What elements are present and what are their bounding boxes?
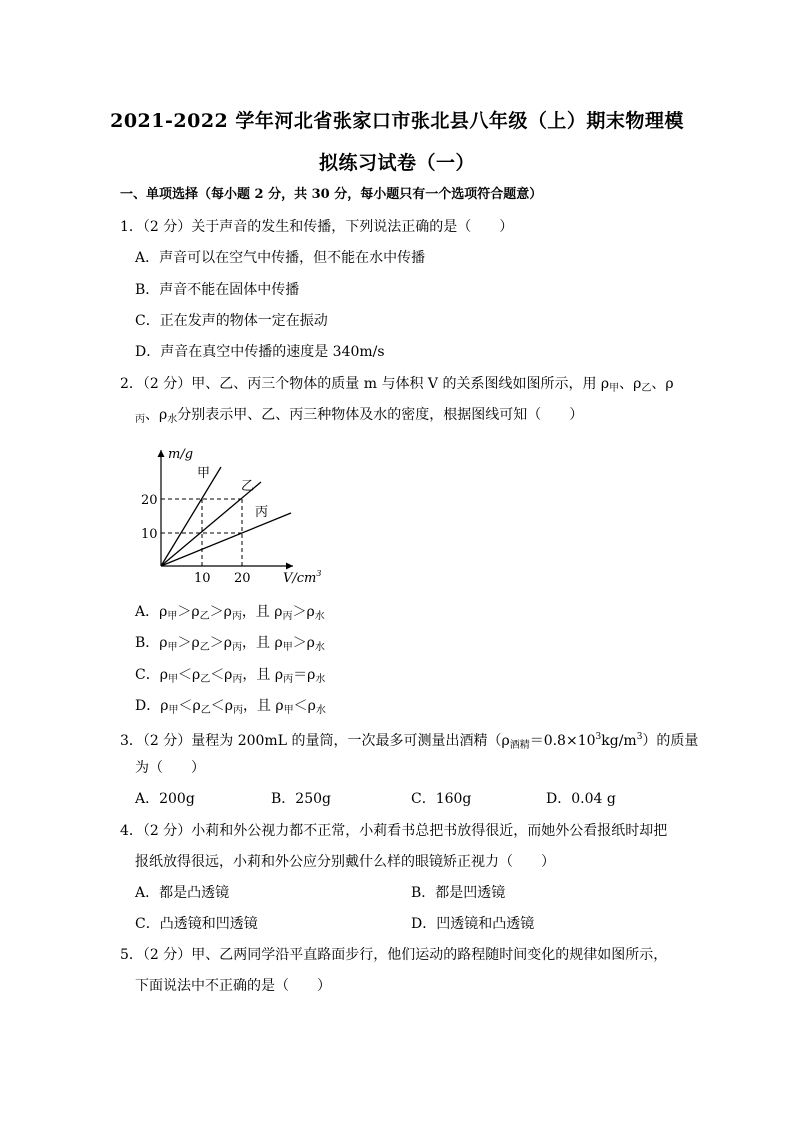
- q4-option-c: C．凸透镜和凹透镜: [135, 916, 258, 932]
- question-3-stem-line2: 为（ ）: [135, 760, 205, 776]
- q4-option-d: D．凹透镜和凸透镜: [411, 916, 535, 932]
- q1-option-d: D．声音在真空中传播的速度是 340m/s: [135, 344, 385, 360]
- section-heading: 一、单项选择（每小题 2 分，共 30 分，每小题只有一个选项符合题意）: [120, 187, 543, 202]
- y-tick-20: 20: [141, 493, 158, 508]
- line-bing: [161, 513, 291, 566]
- page-title-line1: 2021-2022 学年河北省张家口市张北县八年级（上）期末物理模: [110, 110, 684, 132]
- q3-option-c: C．160g: [411, 791, 472, 807]
- y-axis-label: m/g: [168, 447, 194, 462]
- question-5-stem-line2: 下面说法中不正确的是（ ）: [135, 978, 331, 994]
- mass-volume-graph: [135, 440, 335, 590]
- x-tick-20: 20: [234, 571, 251, 586]
- line-label-jia: 甲: [197, 466, 211, 481]
- line-yi: [161, 482, 261, 566]
- q2-option-d: D．$\rho_甲<\rho_乙<\rho_丙$，且 $\rho_甲<\rho_水$: [135, 698, 326, 716]
- line-jia: [161, 467, 221, 566]
- q2-option-c: C．$\rho_甲<\rho_乙<\rho_丙$，且 $\rho_丙=\rho_水$: [135, 667, 326, 685]
- y-tick-10: 10: [141, 527, 158, 542]
- q4-option-b: B．都是凹透镜: [411, 885, 506, 901]
- question-2-stem-line1: 2．（2 分）甲、乙、丙三个物体的质量 m 与体积 V 的关系图线如图所示，用 $\rho_甲$、$\rho_乙$、ρ: [120, 376, 674, 394]
- question-1-stem: 1．（2 分）关于声音的发生和传播，下列说法正确的是（ ）: [120, 219, 514, 235]
- q3-option-a: A．200g: [135, 791, 195, 807]
- x-tick-10: 10: [194, 571, 211, 586]
- q2-option-b: B．$\rho_甲>\rho_乙>\rho_丙$，且 $\rho_甲>\rho_水$: [135, 635, 325, 653]
- q3-option-b: B．250g: [271, 791, 331, 807]
- question-3-stem-line1: 3．（2 分）量程为 200mL 的量筒，一次最多可测量出酒精$(\rho_{酒精}=0.8\times 10^3kg/m^3)$的质量: [120, 732, 699, 751]
- question-4-stem-line2: 报纸放得很远，小莉和外公应分别戴什么样的眼镜矫正视力（ ）: [135, 854, 555, 870]
- q3-option-d: D．0.04 g: [546, 791, 616, 807]
- question-2-stem-line2: $_丙$、$\rho_水$分别表示甲、乙、丙三种物体及水的密度，根据图线可知（ ）: [135, 407, 584, 425]
- q2-option-a: A．$\rho_甲>\rho_乙>\rho_丙$，且 $\rho_丙>\rho_水$: [135, 604, 325, 622]
- q1-option-b: B．声音不能在固体中传播: [135, 282, 300, 298]
- x-axis-label: $V/cm^3$: [283, 569, 322, 586]
- question-4-stem-line1: 4．（2 分）小莉和外公视力都不正常，小莉看书总把书放得很近，而她外公看报纸时却把: [120, 823, 668, 839]
- question-5-stem-line1: 5．（2 分）甲、乙两同学沿平直路面步行，他们运动的路程随时间变化的规律如图所示，: [120, 947, 668, 963]
- q1-option-a: A．声音可以在空气中传播，但不能在水中传播: [135, 250, 426, 266]
- page-title-line2: 拟练习试卷（一）: [318, 152, 475, 174]
- line-label-bing: 丙: [255, 505, 269, 520]
- q4-option-a: A．都是凸透镜: [135, 885, 230, 901]
- q1-option-c: C．正在发声的物体一定在振动: [135, 313, 328, 329]
- line-label-yi: 乙: [241, 479, 255, 494]
